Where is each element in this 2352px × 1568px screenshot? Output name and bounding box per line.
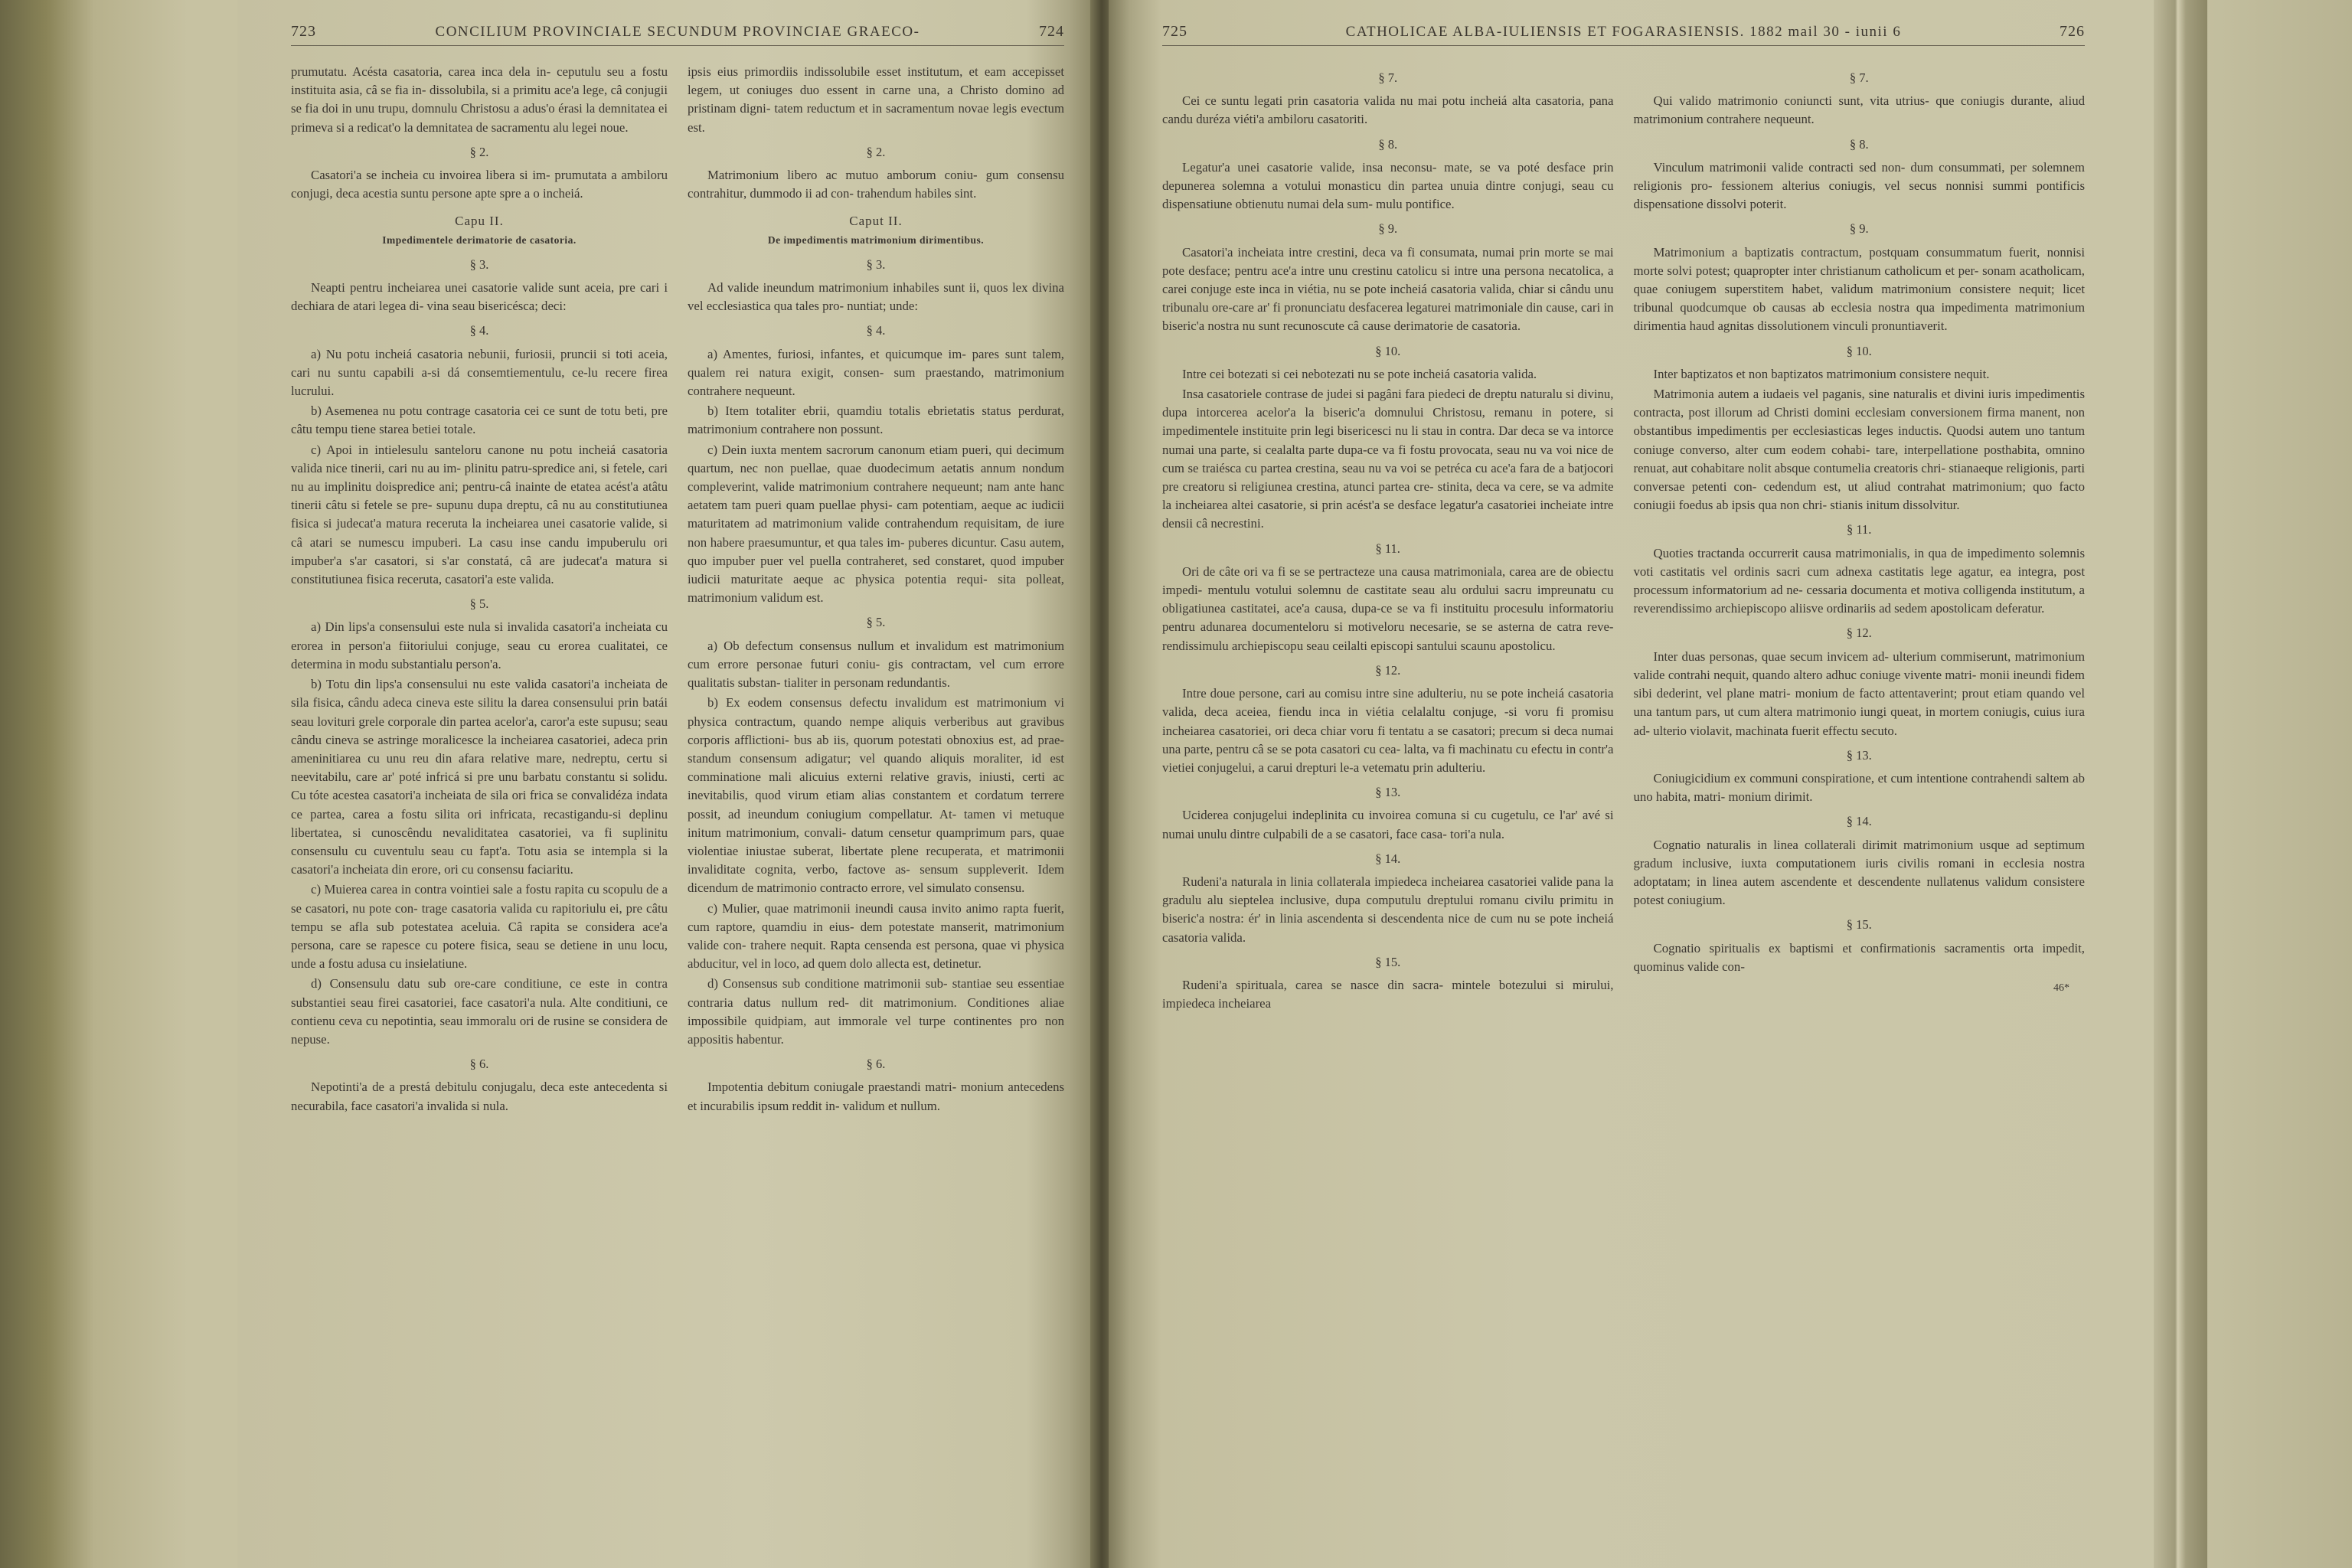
right-page-columns [1162,63,2085,1014]
paragraph: Cei ce suntu legati prin casatoria valida nu mai potu incheiá alta casatoria, pana candu duréza viéti'a ambiloru casatoriti. [1162,93,1614,127]
paragraph: Ori de câte ori va fi se se pertracteze una causa matrimoniala, carea are de obiectu impedi- mentulu votului solemnu de castitate seau alu ordului sacru impreunatu cu obligatiunea castitatei, ace'a causa, dupa-ce se va fi instituitu procesulu informatoriu pentru adunarea documenteloru si motiveloru necesarie, se se asterna de catra reve- rendissimulu archiepiscopu seau ceilalti episcopi santului scaunu apostolicu. [1162,564,1614,653]
paragraph: Legatur'a unei casatorie valide, insa neconsu- mate, se va poté desface prin depunerea solemna a votului monasticu din partea unuia dintre conjugi, seau cu dispensatiune obtienutu numai dela sum- mulu pontifice. [1162,159,1614,212]
chapter-heading: Capu II. [455,214,504,229]
section-heading: § 2. [469,144,489,159]
paragraph: a) Ob defectum consensus nullum et invalidum est matrimonium cum errore personae futuri coniu- gis contractam, vel cum errore qualitatis substan- tialiter in personam redundantis. [688,638,1064,691]
signature-mark: 46* [2053,982,2069,994]
paragraph: a) Amentes, furiosi, infantes, et quicumque im- pares sunt talem, qualem rei natura exigit, consen- sum praestando, matrimonium contrahere nequeunt. [688,346,1064,399]
section-heading: § 10. [1375,343,1401,358]
section-heading: § 11. [1375,541,1400,556]
left-latin-column [688,63,1064,1117]
section-heading: § 7. [1849,70,1869,85]
paragraph: b) Item totaliter ebrii, quamdiu totalis ebrietatis status perdurat, matrimonium contrahere non possunt. [688,403,1064,437]
paragraph: Insa casatoriele contrase de judei si pagâni fara piedeci de dreptu naturalu si divinu, dupa intorcerea acelor'a la biseric'a domnului Christosu, remanu in potere, si impedimentele instituite prin legi bisericesci nu li stau in contra. Dar deca se va intorce numai una parte, si cealalta parte dupa-ce va fi fostu provocata, seau nu va voi nice de cum se traiésca cu partea crestina, seau nu va voi se petréca cu ace'a fara de a batjocori pre creatoru si religiunea crestina, atunci partea cre- stinita, deca va cere, se va admite la incheiarea altei casatorie, si prin acést'a se desface legatur'a casatoriei incheiate intre densii câ necrestini. [1162,387,1614,531]
section-heading: § 13. [1375,785,1401,800]
paragraph: Quoties tractanda occurrerit causa matrimonialis, in qua de impedimento solemnis voti castitatis vel ordinis sacri cum adnexa castitatis lege agatur, ea integra, post processum informatorium ad ne- cessaria documenta et motiva colligenda institutum, a reverendissimo archiepiscopo aliisve ordinariis ad sedem apostolicam deferatur. [1633,545,2085,616]
paragraph: Ad valide ineundum matrimonium inhabiles sunt ii, quos lex divina vel ecclesiastica qua tales pro- nuntiat; unde: [688,280,1064,314]
right-page-number-a: 725 [1162,23,1187,40]
right-page-number-b: 726 [2060,23,2085,40]
section-heading: § 9. [1378,221,1398,237]
paragraph: ipsis eius primordiis indissolubile esset institutum, et eam accepisset legem, ut coniuges duo essent in carne una, a Christo domino ad pristinam digni- tatem reductum et in sacramentum novae legis evectum est. [688,64,1064,135]
right-page [1109,0,2154,1568]
paragraph: c) Dein iuxta mentem sacrorum canonum etiam pueri, qui decimum quartum, nec non puellae, quae duodecimum aetatis annum nondum compleverint, valide matrimonium contrahere nequeunt; nam ante hanc aetatem tam pueri quam puellae physi- cam potentiam, aeque ac iudicii maturitatem ad matrimonium valide contrahendum requisitam, de iure non habere praesumuntur, et qua tales im- puberes dicuntur. Casu autem, quo impuber puer vel puella contraheret, sed constaret, quod impuber iudicii maturitate aeque ac physica potentia requi- sita polleat, matrimonium validum est. [688,442,1064,606]
section-heading: § 4. [469,323,489,338]
paragraph: d) Consensulu datu sub ore-care conditiune, ce este in contra substantiei seau firei casatoriei, face casatori'a nula. Alte conditiuni, ce contienu ceva cu nepotintia, seau immoralu ori de rusine se considera de nepuse. [291,976,668,1047]
left-page-number-a: 723 [291,23,316,40]
paragraph: Intre cei botezati si cei nebotezati nu se pote incheiá casatoria valida. [1182,366,1537,381]
paragraph: Neapti pentru incheiarea unei casatorie valide sunt aceia, pre cari i dechiara de atari legea di- vina seau bisericésca; deci: [291,280,668,314]
paragraph: c) Apoi in intielesulu santeloru canone nu potu incheiá casatoria valida nice tinerii, cari nu au im- plinitu patru-spredice ani, si fetele, cari nu au implinitu doispredice ani; pentru-câ inainte de etatea acést'a atâtu tinerii câtu si fetele se pre- supunu dupa dreptu, câ nu au constitutiunea fisica si judecat'a matura receruta la incheiarea unei casatorie valide, si câ atari se numescu impuberi. La casu inse candu impuberulu ori impuber'a s'ar casatori, si s'ar constatá, câ are judecat'a matura si constitutiunea fisica receruta, casatori'a este valida. [291,442,668,587]
section-heading: § 12. [1375,662,1401,678]
paragraph: Matrimonium a baptizatis contractum, postquam consummatum fuerit, nonnisi morte solvi potest; quapropter inter christianum catholicum et per- sonam acatholicam, quae coniugem superstitem habet, validum matrimonium consistere nequit; licet tribunal quodcumque ob causas ab ecclesia nostra qua impedimenta matrimonium dirimentia haud agnitas dissolutionem vinculi pronuntiaverit. [1633,244,2085,334]
chapter-heading: Caput II. [849,214,903,229]
paragraph: Vinculum matrimonii valide contracti sed non- dum consummati, per solemnem religionis pro- fessionem alterius coniugis, vel secus nonnisi summi pontificis dispensatione dissolvi poterit. [1633,159,2085,212]
section-heading: § 8. [1849,136,1869,152]
right-page-running-title: CATHOLICAE ALBA-IULIENSIS ET FOGARASIENSIS. 1882 mail 30 - iunii 6 [1345,24,1902,40]
paragraph: d) Consensus sub conditione matrimonii sub- stantiae seu essentiae contraria datus nullum red- dit matrimonium. Conditiones aliae impossibile quidpiam, aut immorale vel turpe continentes pro non appositis habentur. [688,976,1064,1047]
left-romanian-column [291,63,668,1117]
section-heading: § 4. [866,323,886,338]
section-heading: § 8. [1378,136,1398,152]
left-page-running-title: CONCILIUM PROVINCIALE SECUNDUM PROVINCIAE GRAECO- [435,24,920,40]
paragraph: Intre doue persone, cari au comisu intre sine adulteriu, nu se pote incheiá casatoria valida, deca aceiea, fiendu inca in viétia celalaltu conjuge, -si voru fi promisu incheiarea casatoriei, ori deca chiar voru fi tentatu a se casatori; precum si deca numai una parte, pentru câ se se pota casatori cu cea- lalta, va fi machinatu cu efectu in contr'a vietiei conjugelui, a carui drepturi le-a vetematu prin adulteriu. [1162,686,1614,775]
section-heading: § 14. [1375,851,1401,866]
section-heading: § 12. [1846,626,1872,641]
page-stack-edge [2154,0,2207,1568]
paragraph: b) Asemenea nu potu contrage casatoria cei ce sunt de totu beti, pre câtu tempu tiene starea betiei totale. [291,403,668,437]
paragraph: c) Mulier, quae matrimonii ineundi causa invito animo rapta fuerit, cum raptore, quamdiu in eius- dem potestate manserit, matrimonium valide con- trahere nequit. Rapta censenda est persona, quae vi physica abducitur, vel in loco, ad quem dolo allecta est, detinetur. [688,900,1064,972]
section-heading: § 7. [1378,70,1398,85]
section-heading: § 6. [469,1057,489,1072]
section-heading: § 15. [1375,954,1401,969]
section-heading: § 11. [1847,522,1872,537]
section-heading: § 13. [1846,747,1872,763]
paragraph: Casatori'a se incheia cu invoirea libera si im- prumutata a ambiloru conjugi, deca acestia suntu persone apte spre a o incheiá. [291,168,668,201]
section-heading: § 10. [1846,343,1872,358]
chapter-subtitle: De impedimentis matrimonium dirimentibus. [767,234,985,246]
paragraph: c) Muierea carea in contra vointiei sale a fostu rapita cu scopulu de a se casatori, nu pote con- trage casatoria valida cu rapitoriulu ei, pre câtu tempu se afla sub potestatea aceluia. Câ rapita se considera ace'a persona, care se rapesce cu potere fisica, seau se detiene in unu locu, unde a fostu adusa cu insielatiune. [291,882,668,972]
paragraph: Casatori'a incheiata intre crestini, deca va fi consumata, numai prin morte se mai pote desface; pentru ace'a intre unu crestinu catolicu si intre una persona necatolica, a carei conjuge este inca in viétia, nu se pote incheiá casatoria valida, chiar si cându unu tribunalu ore-care ar' fi pronunciatu desfacerea legaturei matrimoniale din cause, cari in biseric'a nostra nu sunt recunoscute câ cause derimatorie de casatoria. [1162,244,1614,334]
paragraph: Inter baptizatos et non baptizatos matrimonium consistere nequit. [1653,366,1990,381]
paragraph: prumutatu. Acésta casatoria, carea inca dela in- ceputulu seu a fostu instituita asia, câ se fia in- dissolubila, si a primitu ace'a lege, câ conjugii se fia doi in unu trupu, domnulu Christosu a adus'o érasi la demnitatea ei primeva si a redicat'o la demnitatea de sacramentu alu legei noue. [291,64,668,135]
section-heading: § 5. [469,596,489,612]
right-page-header [1162,23,2085,46]
paragraph: Uciderea conjugelui indeplinita cu invoirea comuna si cu cugetulu, ce l'ar' avé si numai unulu dintre culpabili de a se casatori, face casa- tori'a nula. [1162,808,1614,841]
section-heading: § 14. [1846,814,1872,829]
paragraph: Matrimonium libero ac mutuo amborum coniu- gum consensu contrahitur, dummodo ii ad con- trahendum habiles sint. [688,168,1064,201]
section-heading: § 3. [866,256,886,272]
right-latin-column [1634,63,2086,1014]
left-page [237,0,1095,1568]
left-page-header [291,23,1064,46]
paragraph: Cognatio spiritualis ex baptismi et confirmationis sacramentis orta impedit, quominus valide con- [1633,940,2085,974]
section-heading: § 3. [469,256,489,272]
paragraph: Coniugicidium ex communi conspiratione, et cum intentione contrahendi saltem ab uno habita, matri- monium dirimit. [1633,770,2085,805]
paragraph: Nepotinti'a de a prestá debitulu conjugalu, deca este antecedenta si necurabila, face casatori'a invalida si nula. [291,1080,668,1113]
paragraph: b) Ex eodem consensus defectu invalidum est matrimonium vi physica contractum, quando nempe aliquis verberibus aut gravibus corporis afflictioni- bus ab iis, quorum potestati obnoxius est, ad prae- standum consensum adigatur; vel quando aliquis moraliter, id est comminatione mali alicuius externi relative gravis, iniusti, certi ac inevitabilis, quod virum etiam alias constantem et cordatum terrere possit, ad ineundum coniugium compellatur. At- tamen vi metuque initum matrimonium, convali- datum censetur quamprimum pars, quae violentiae iniustae suberat, libertate plene recuperata, et matrimonii invaliditate cognita, verbo, factove as- sensum suppleverit. Idem dicendum de matrimonio contracto errore, vel simulato consensu. [688,695,1064,896]
section-heading: § 5. [866,615,886,630]
section-heading: § 2. [866,144,886,159]
paragraph: Qui valido matrimonio coniuncti sunt, vita utrius- que coniugis durante, aliud matrimonium contrahere nequeunt. [1633,93,2085,127]
paragraph: Rudeni'a naturala in linia collaterala impiedeca incheiarea casatoriei valide pana la gradulu alu sieptelea inclusive, dupa computulu dreptului romanu civilu primitu in biseric'a nostra: ér' in linia ascendenta si descendenta nice de cum nu se pote incheiá casatoria valida. [1162,874,1614,945]
section-heading: § 15. [1846,917,1872,933]
left-page-number-b: 724 [1038,23,1064,40]
section-heading: § 9. [1849,221,1869,237]
paragraph: a) Din lips'a consensului este nula si invalida casatori'a incheiata cu erorea in person'a fiitoriului conjuge, seau cu erorea cualitatei, ce determina in modu substantialu person'a. [291,619,668,671]
paragraph: a) Nu potu incheiá casatoria nebunii, furiosii, pruncii si toti aceia, cari nu suntu capabili a-si dá consemtiementulu, ce-lu recere firea lucrului. [291,346,668,399]
paragraph: Matrimonia autem a iudaeis vel paganis, sine naturalis et divini iuris impedimentis contracta, post illorum ad Christi domini ecclesiam conversionem firma manent, non obstantibus impedimentis per ecclesiasticas leges inductis. Quodsi autem uno tantum coniuge converso, alter cum eodem cohabi- tare, interpellatione posthabita, omnino renuat, aut cohabitare nolit absque contumelia creatoris chri- stianaeque religionis, parti conversae petenti con- cedendum est, ut aliud contrahat matrimonium; quo facto coniugii foedus ab ipsis qua non chri- stianis initum dissolvitur. [1633,387,2085,513]
chapter-subtitle: Impedimentele derimatorie de casatoria. [382,234,577,246]
paragraph: b) Totu din lips'a consensului nu este valida casatori'a incheiata de sila fisica, cându adeca cineva este silitu la darea consensului prin batái seau lovituri grele corporale din partea acelor'a, caror'a este supusu; seau cându cineva se astringe moralicesce la incheiarea casatoriei, adeca prin ameninitiarea cu unu reu din afara relative mare, nedreptu, certu si neevitabilu, care ar' poté infricá si pre unu barbatu constantu si solidu. Cu tóte acestea casatori'a incheiata de sila ori frica se convalidéza indata ce partea, carea a fostu silita ori infricata, recastigandu-si deplinu libertatea, si cunoscêndu nevaliditatea casatoriei, va fi suplinitu consensulu cu cuventulu seau cu fapt'a. Totu asia se intempla si la casatori'a incheiata din erore, ori cu consensu faciaritu. [291,677,668,877]
paragraph: Rudeni'a spirituala, carea se nasce din sacra- mintele botezului si mirului, impiedeca incheiarea [1162,977,1614,1011]
paragraph: Impotentia debitum coniugale praestandi matri- monium antecedens et incurabilis ipsum reddit in- validum et nullum. [688,1080,1064,1113]
paragraph: Inter duas personas, quae secum invicem ad- ulterium commiserunt, matrimonium valide contrahi nequit, quando altero adhuc coniuge vivente matri- monii ineundi fidem sibi dederint, vel plane matri- monium de facto attentaverint; prout etiam quando vel una tantum pars, ut cum altera matrimonio iungi queat, in mortem coniugis, cuius iura ad- ulterio violavit, machinata fuerit effectu secuto. [1633,648,2085,738]
right-romanian-column [1162,63,1614,1014]
section-heading: § 6. [866,1057,886,1072]
paragraph: Cognatio naturalis in linea collaterali dirimit matrimonium usque ad septimum gradum inclusive, iuxta computationem iuris civilis romani in ecclesia nostra adoptatam; in linea autem ascendente et descendente nullatenus validum consistere potest coniugium. [1633,837,2085,908]
left-page-columns [291,63,1064,1117]
